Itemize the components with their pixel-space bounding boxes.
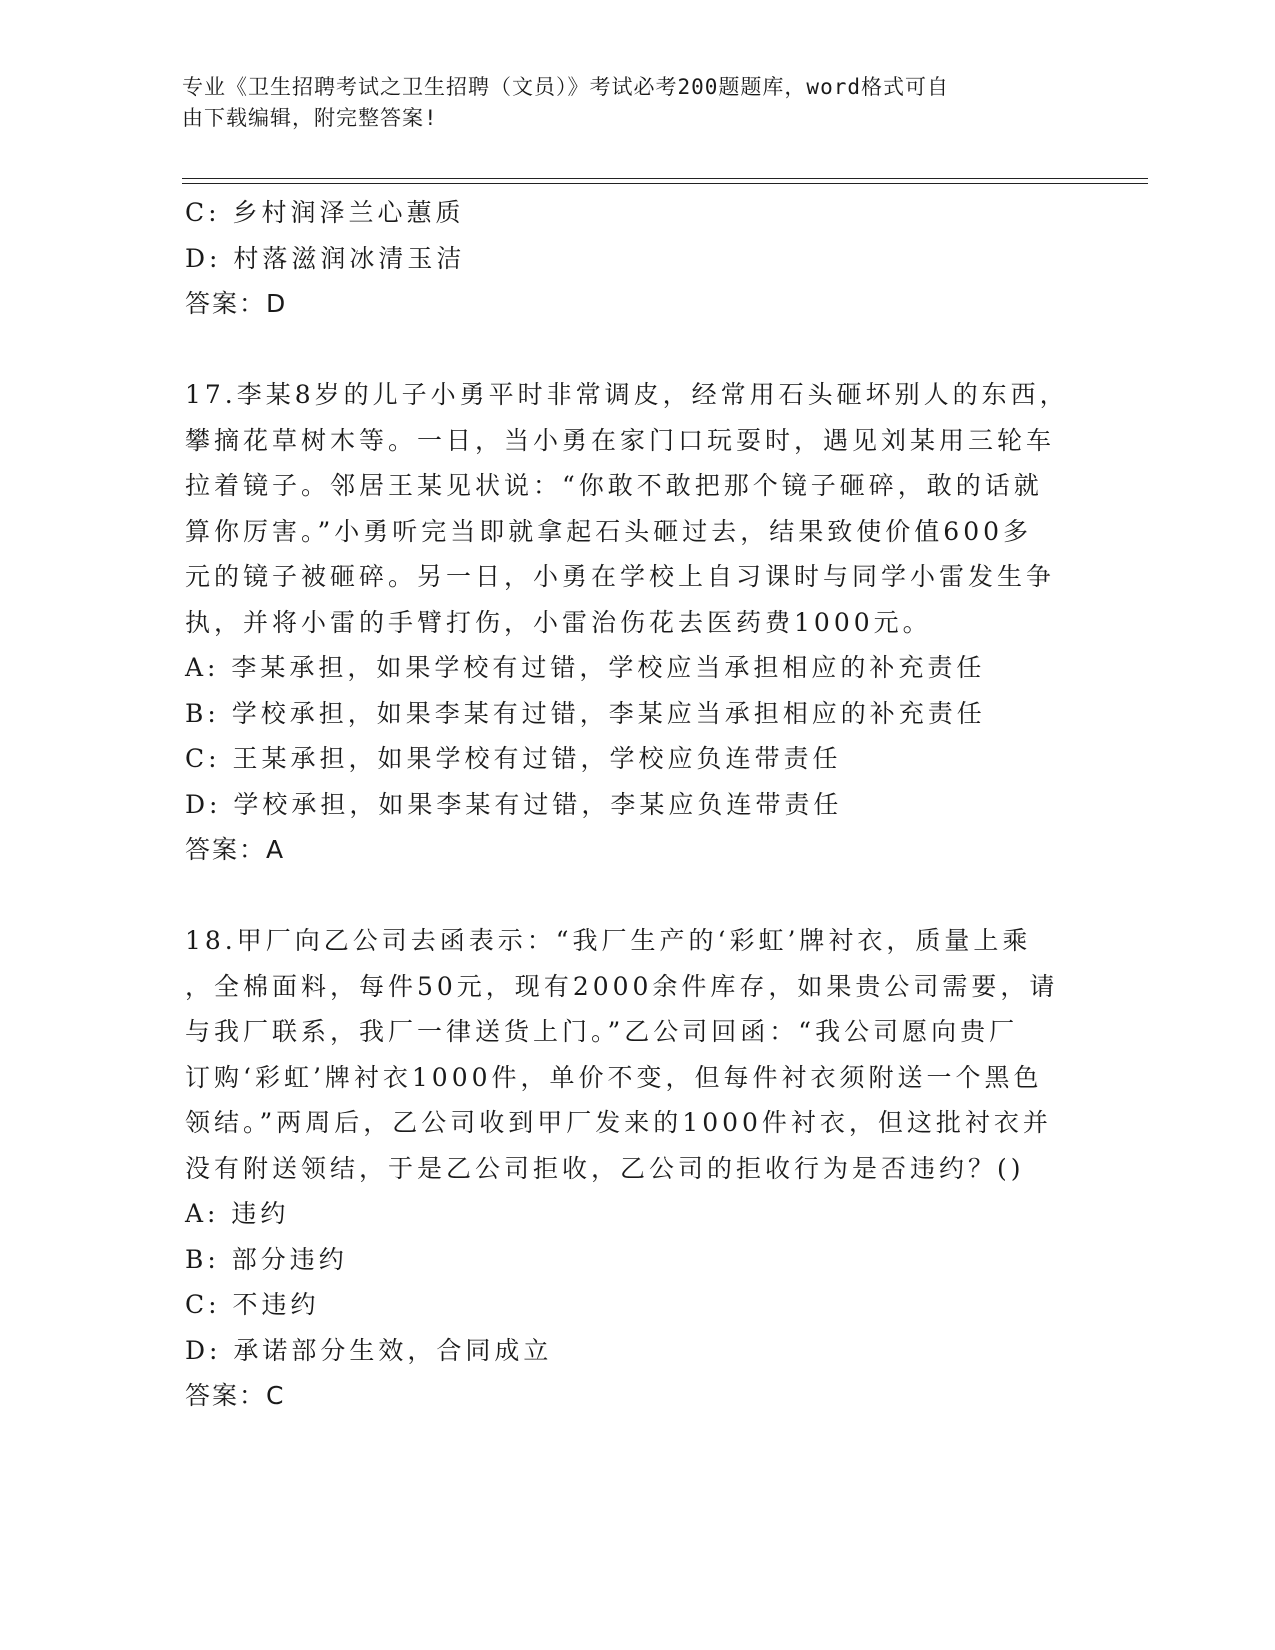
option-d: D: 承诺部分生效，合同成立 <box>185 1335 553 1365</box>
header-title-line-1: 专业《卫生招聘考试之卫生招聘（文员）》考试必考200题题库，word格式可自 <box>182 75 949 99</box>
question-text-line: 与我厂联系，我厂一律送货上门。”乙公司回函：“我公司愿向贵厂 <box>185 1017 1019 1046</box>
option-b: B: 学校承担，如果李某有过错，李某应当承担相应的补充责任 <box>185 698 986 728</box>
header-divider-bottom <box>182 183 1148 184</box>
previous-question-tail <box>185 190 1085 327</box>
option-d: D: 学校承担，如果李某有过错，李某应负连带责任 <box>185 789 843 819</box>
answer: 答案：C <box>185 1381 286 1410</box>
option-b: B: 部分违约 <box>185 1244 348 1274</box>
option-c: C: 不违约 <box>185 1290 320 1319</box>
question-text-line: 没有附送领结，于是乙公司拒收，乙公司的拒收行为是否违约？() <box>185 1153 1025 1183</box>
option-a: A: 李某承担，如果学校有过错，学校应当承担相应的补充责任 <box>185 653 986 682</box>
option-c: C: 王某承担，如果学校有过错，学校应负连带责任 <box>185 744 842 773</box>
spacer <box>185 873 1085 919</box>
question-text-line: 元的镜子被砸碎。另一日，小勇在学校上自习课时与同学小雷发生争 <box>185 562 1056 591</box>
answer: 答案：A <box>185 835 286 864</box>
question-text-line: 攀摘花草树木等。一日，当小勇在家门口玩耍时，遇见刘某用三轮车 <box>185 425 1056 455</box>
question-text-line: 算你厉害。”小勇听完当即就拿起石头砸过去，结果致使价值600多 <box>185 516 1033 546</box>
question-text-line: 拉着镜子。邻居王某见状说：“你敢不敢把那个镜子砸碎，敢的话就 <box>185 471 1043 500</box>
question-text-line: ，全棉面料，每件50元，现有2000余件库存，如果贵公司需要，请 <box>185 971 1059 1001</box>
question-text-line: 18.甲厂向乙公司去函表示：“我厂生产的‘彩虹’牌衬衣，质量上乘 <box>185 926 1032 955</box>
question-content <box>185 190 1085 1419</box>
header-divider-top <box>182 178 1148 179</box>
question-text-line: 领结。”两周后，乙公司收到甲厂发来的1000件衬衣，但这批衬衣并 <box>185 1108 1052 1137</box>
option-c: C: 乡村润泽兰心蕙质 <box>185 198 465 227</box>
question-text-line: 订购‘彩虹’牌衬衣1000件，单价不变，但每件衬衣须附送一个黑色 <box>185 1062 1043 1092</box>
question-18 <box>185 918 1085 1419</box>
question-text-line: 执，并将小雷的手臂打伤，小雷治伤花去医药费1000元。 <box>185 607 932 637</box>
question-text-line: 17.李某8岁的儿子小勇平时非常调皮，经常用石头砸坏别人的东西， <box>185 380 1069 409</box>
option-a: A: 违约 <box>185 1199 290 1228</box>
option-d: D: 村落滋润冰清玉洁 <box>185 243 466 273</box>
spacer <box>185 327 1085 373</box>
document-header <box>182 72 1062 134</box>
header-title-line-2: 由下载编辑，附完整答案! <box>182 106 438 130</box>
answer: 答案：D <box>185 289 288 318</box>
question-17 <box>185 372 1085 873</box>
